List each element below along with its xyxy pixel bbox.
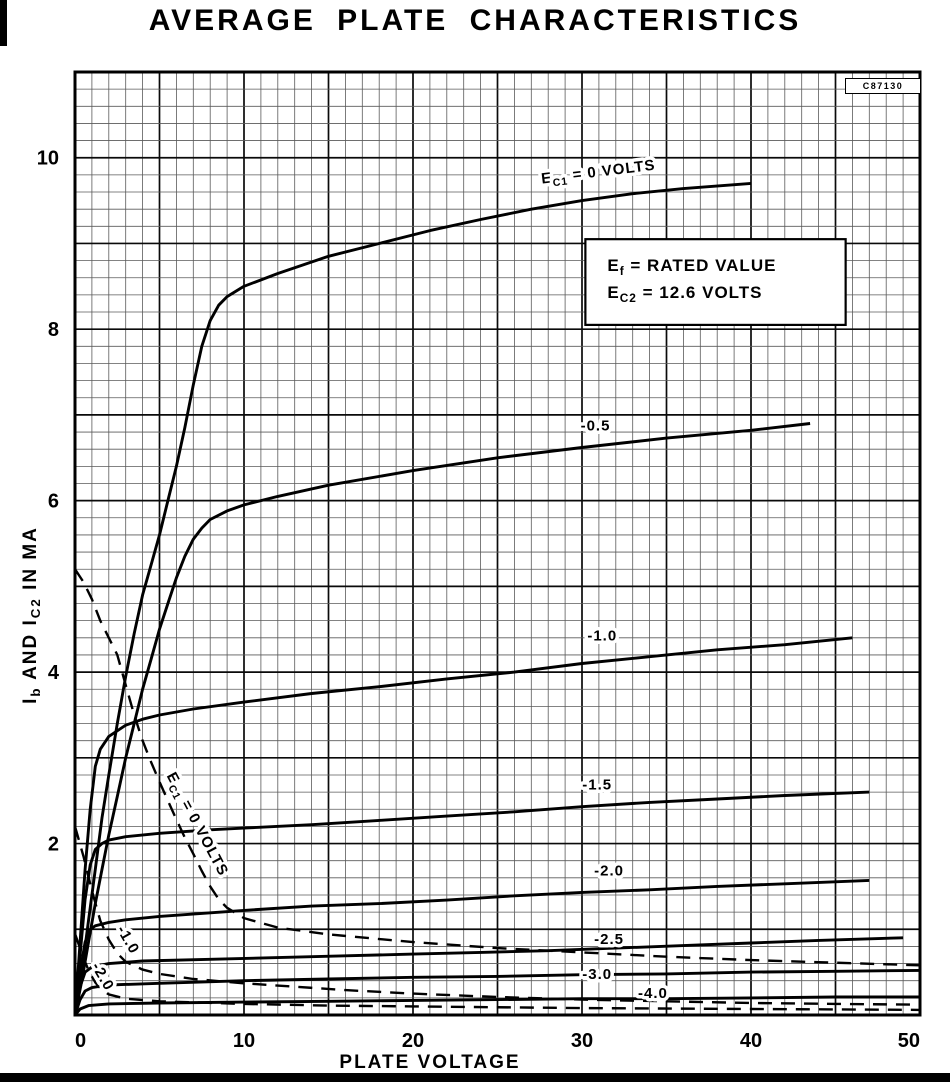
x-axis-title: PLATE VOLTAGE bbox=[339, 1052, 521, 1073]
drawing-number: C87130 bbox=[845, 78, 921, 94]
page-bottom-rule bbox=[0, 1073, 950, 1082]
y-tick-label: 6 bbox=[47, 490, 59, 513]
curve-label-ib-ec1-minus-1.0: -1.0 bbox=[587, 627, 618, 645]
y-tick-label: 4 bbox=[47, 662, 59, 685]
x-tick-label: 50 bbox=[897, 1030, 920, 1052]
curve-label-ib-ec1-minus-0.5: -0.5 bbox=[580, 417, 611, 435]
curve-label-ic2-ec1-minus-2.0: -2.0 bbox=[87, 959, 118, 994]
y-tick-label: 8 bbox=[47, 319, 59, 342]
conditions-box bbox=[585, 239, 845, 325]
curve-label-ic2-ec1-minus-1.0: -1.0 bbox=[113, 922, 143, 958]
curve-ib-ec1-minus-0.5 bbox=[75, 424, 810, 1016]
x-tick-label: 20 bbox=[401, 1030, 425, 1052]
curve-label-ib-ec1-0: $E_{C1} = 0$ VOLTS bbox=[540, 156, 657, 190]
y-tick-label: 10 bbox=[36, 147, 59, 170]
page-title: AVERAGE PLATE CHARACTERISTICS bbox=[148, 4, 802, 37]
curve-label-ic2-ec1-0: $E_{C1} = 0$ VOLTS bbox=[162, 769, 232, 880]
curve-label-ib-ec1-minus-3.0: -3.0 bbox=[582, 965, 613, 983]
conditions-line: $E_{C2} = 12.6$ VOLTS bbox=[607, 283, 763, 306]
curve-label-ib-ec1-minus-2.0: -2.0 bbox=[594, 862, 624, 880]
x-tick-label: 10 bbox=[232, 1030, 256, 1052]
x-tick-label: 30 bbox=[570, 1030, 594, 1052]
curve-label-ib-ec1-minus-1.5: -1.5 bbox=[582, 776, 613, 794]
x-tick-label: 0 bbox=[75, 1030, 87, 1052]
curve-label-ib-ec1-minus-2.5: -2.5 bbox=[594, 930, 624, 948]
grid-lines bbox=[75, 72, 920, 1015]
x-tick-label: 40 bbox=[739, 1030, 763, 1052]
curve-label-ib-ec1-minus-4.0: -4.0 bbox=[638, 984, 668, 1002]
y-axis-title: $I_b$ AND $I_{C2}$ IN MA bbox=[20, 526, 43, 704]
conditions-line: $E_f$ = RATED VALUE bbox=[607, 256, 777, 279]
y-tick-label: 2 bbox=[47, 833, 59, 856]
